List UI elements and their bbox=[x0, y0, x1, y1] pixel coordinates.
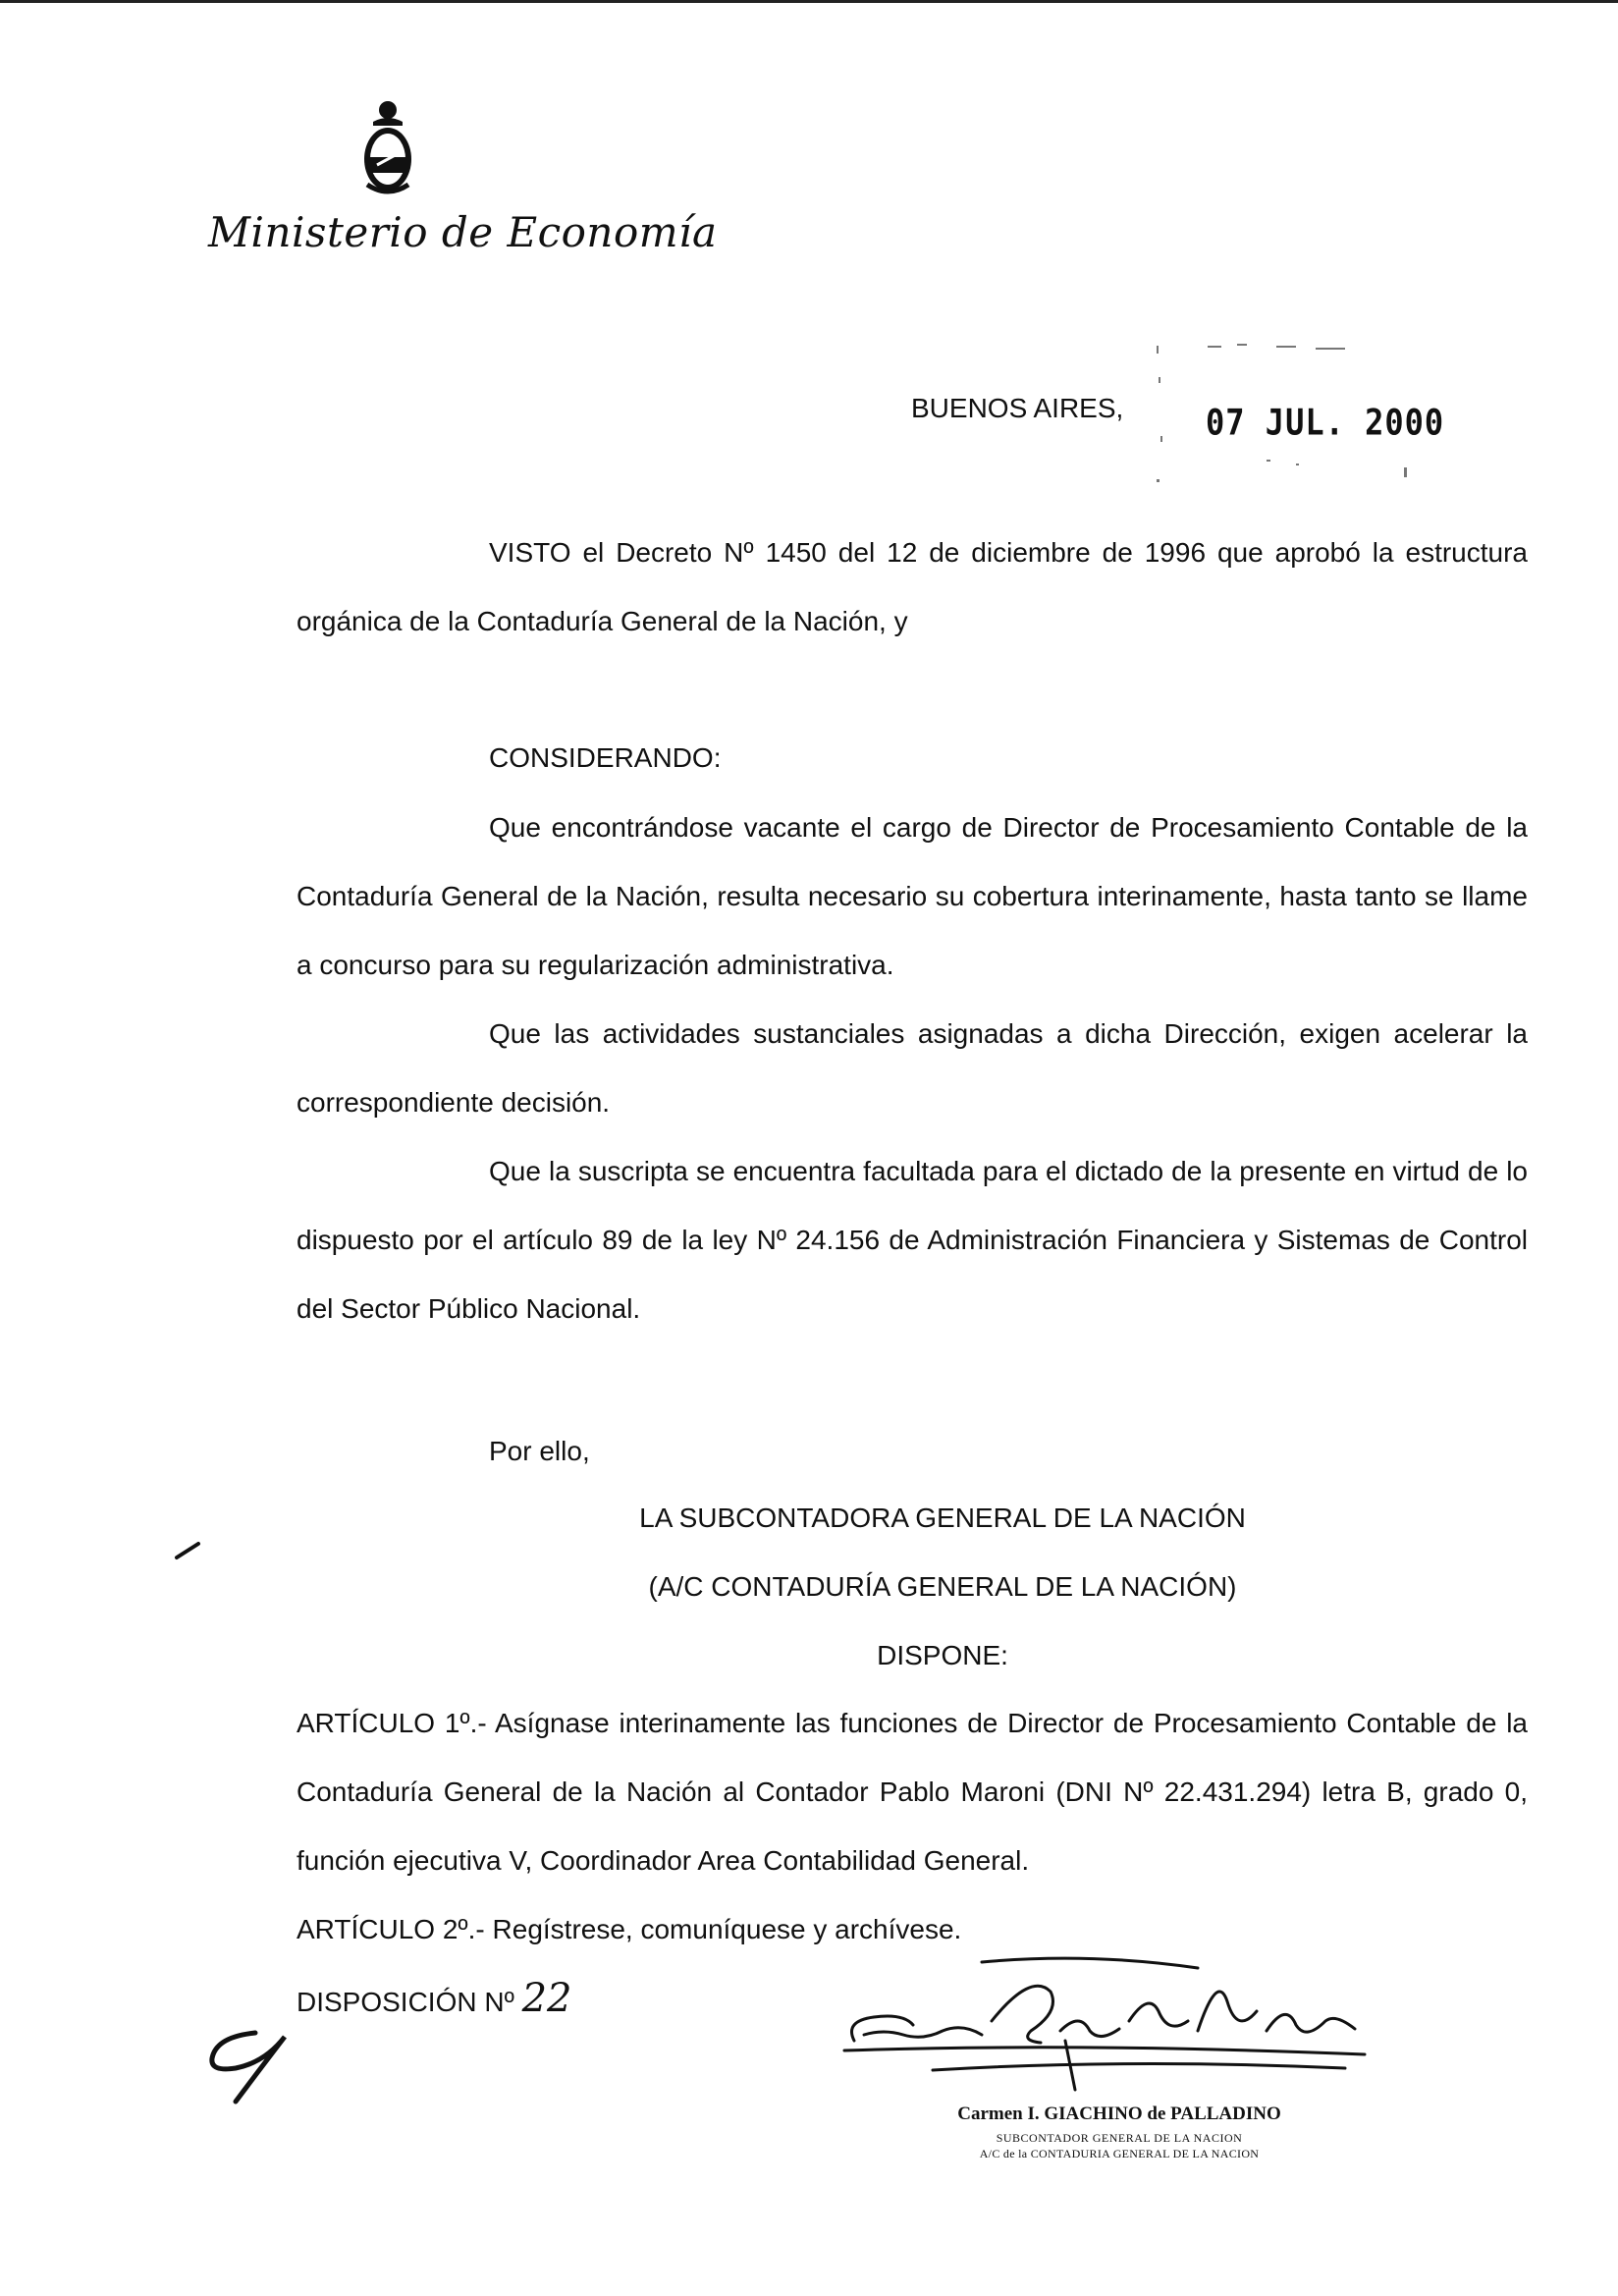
signatory-title-1: SUBCONTADOR GENERAL DE LA NACION bbox=[996, 2131, 1243, 2145]
disposicion-label-text: DISPOSICIÓN Nº bbox=[297, 1987, 514, 2017]
stamp-speckles bbox=[1149, 342, 1424, 489]
signatory-name: Carmen I. GIACHINO de PALLADINO bbox=[957, 2104, 1281, 2124]
articulo-1: ARTÍCULO 1º.- Asígnase interinamente las funciones de Director de Procesamiento Contable de la Contaduría General de la Nación al Contador Pablo Maroni (DNI Nº 22.431.294) letra B, grado 0, función ejecutiva V, Coordinador Area Contabilidad General. bbox=[297, 1708, 1528, 1876]
date-stamp: 07 JUL. 2000 bbox=[1206, 401, 1445, 444]
por-ello-line: Por ello, bbox=[489, 1436, 590, 1466]
handwritten-mark bbox=[196, 2023, 314, 2111]
handwritten-signature bbox=[835, 1952, 1384, 2100]
disposicion-number: 22 bbox=[521, 1976, 572, 2021]
ministry-name: Ministerio de Economía bbox=[208, 208, 718, 256]
disposicion-label bbox=[297, 1976, 572, 2021]
signatory-title-2: A/C de la CONTADURIA GENERAL DE LA NACION bbox=[979, 2147, 1260, 2160]
considerando-paragraph-1: Que encontrándose vacante el cargo de Director de Procesamiento Contable de la Contaduría General de la Nación, resulta necesario su cobertura interinamente, hasta tanto se llame a concurso para su regularización administrativa. bbox=[297, 812, 1528, 980]
dispone-heading: DISPONE: bbox=[877, 1640, 1008, 1670]
articulo-2: ARTÍCULO 2º.- Regístrese, comuníquese y archívese. bbox=[297, 1914, 962, 1944]
visto-paragraph: VISTO el Decreto Nº 1450 del 12 de diciembre de 1996 que aprobó la estructura orgánica de la Contaduría General de la Nación, y bbox=[297, 537, 1528, 636]
dateline-city: BUENOS AIRES, bbox=[911, 393, 1124, 423]
margin-tick-mark bbox=[173, 1540, 202, 1561]
considerando-heading: CONSIDERANDO: bbox=[489, 742, 722, 773]
considerando-paragraph-2: Que las actividades sustanciales asignadas a dicha Dirección, exigen acelerar la correspondiente decisión. bbox=[297, 1018, 1528, 1118]
authority-line-1: LA SUBCONTADORA GENERAL DE LA NACIÓN bbox=[639, 1503, 1246, 1533]
considerando-paragraph-3: Que la suscripta se encuentra facultada para el dictado de la presente en virtud de lo dispuesto por el artículo 89 de la ley Nº 24.156 de Administración Financiera y Sistemas de Control del Sector Público Nacional. bbox=[297, 1156, 1528, 1324]
top-border-line bbox=[0, 0, 1618, 3]
coat-of-arms-icon bbox=[353, 96, 422, 204]
authority-line-2: (A/C CONTADURÍA GENERAL DE LA NACIÓN) bbox=[648, 1571, 1237, 1602]
